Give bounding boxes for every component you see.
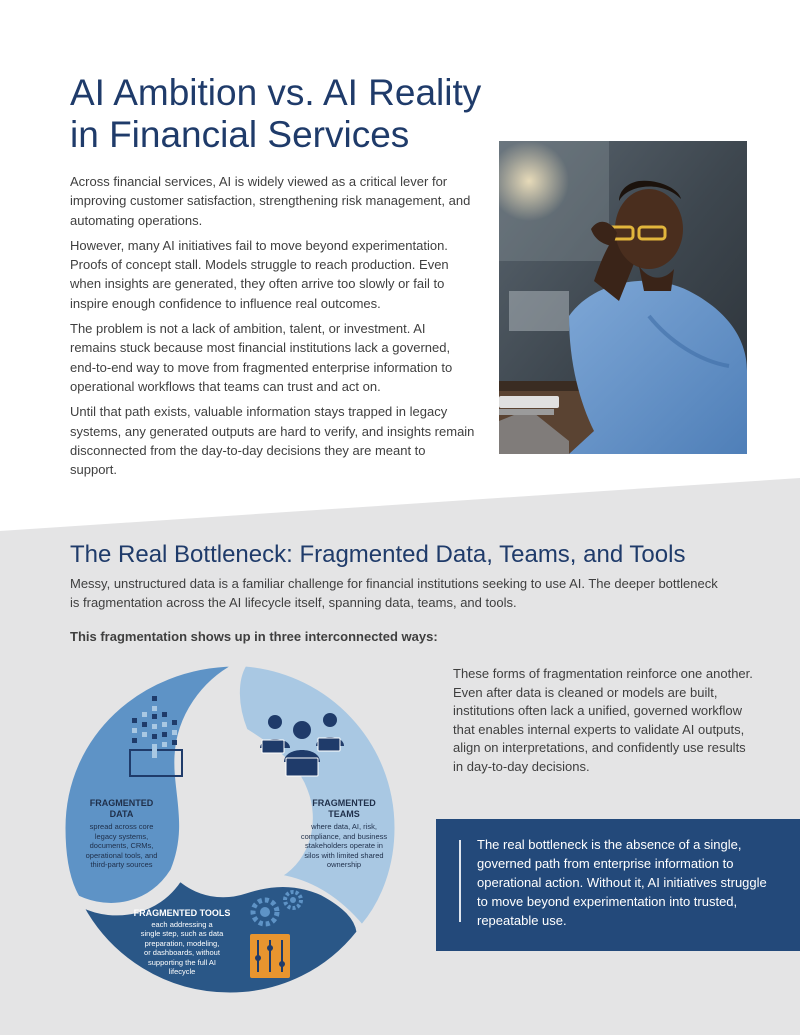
tools-desc-line-4: or dashboards, without: [144, 948, 220, 957]
section-lead: This fragmentation shows up in three interconnected ways:: [70, 629, 438, 644]
tools-desc-line-2: single step, such as data: [140, 929, 224, 938]
data-title-line-2: DATA: [109, 808, 134, 819]
teams-title: [286, 798, 402, 819]
callout-box: [436, 819, 800, 951]
data-desc-line-1: spread across core: [89, 822, 154, 831]
tools-segment-label: [122, 908, 242, 977]
teams-segment-label: [286, 798, 402, 870]
intro-paragraph-1: Across financial services, AI is widely viewed as a critical lever for improving customer satisfaction, strengthening risk management, and automating operations.: [70, 174, 471, 228]
fragmentation-diagram: [60, 660, 400, 1000]
tools-desc-line-1: each addressing a: [151, 919, 213, 929]
data-title: [74, 798, 169, 819]
intro-paragraph-4: Until that path exists, valuable information stays trapped in legacy systems, any generated outputs are hard to verify, and insights remain disconnected from the day-to-day decisions they are meant to support.: [70, 404, 475, 478]
teams-desc-line-1: where data, AI, risk,: [311, 822, 377, 831]
data-desc-line-5: third-party sources: [90, 860, 153, 869]
title-line-2: in Financial Services: [70, 114, 410, 155]
intro-text: [70, 172, 475, 485]
data-desc-line-2: legacy systems,: [94, 831, 149, 841]
teams-description: [286, 822, 402, 870]
data-description: [74, 822, 169, 870]
tools-desc-line-6: lifecycle: [168, 967, 196, 976]
intro-paragraph-2: However, many AI initiatives fail to move beyond experimentation. Proofs of concept stall. Models struggle to reach production. Even when insights are generated, they often arrive too slowly or fail to inspire enough confidence to influence real outcomes.: [70, 237, 449, 311]
intro-paragraph-3: The problem is not a lack of ambition, talent, or investment. AI remains stuck because most financial institutions lack a governed, end-to-end way to move from fragmented enterprise information to operational workflows that teams can trust and act on.: [70, 321, 453, 394]
teams-desc-line-2: compliance, and business: [300, 831, 388, 841]
data-desc-line-4: operational tools, and: [85, 850, 158, 860]
stressed-man-photo: [499, 141, 747, 454]
section-subheading: Messy, unstructured data is a familiar challenge for financial institutions seeking to use AI. The deeper bottleneck is fragmentation across the AI lifecycle itself, spanning data, teams, and tools.: [70, 576, 718, 610]
tools-desc-line-3: preparation, modeling,: [144, 938, 220, 948]
teams-title-line-1: FRAGMENTED: [312, 798, 376, 808]
data-desc-line-3: documents, CRMs,: [89, 841, 154, 850]
data-segment-label: [74, 798, 169, 870]
callout-accent-bar: [459, 840, 461, 922]
tools-desc-line-5: supporting the full AI: [148, 957, 216, 967]
page-title: [70, 72, 510, 156]
tools-title: FRAGMENTED TOOLS: [133, 908, 231, 918]
teams-desc-line-4: silos with limited shared: [304, 850, 384, 860]
teams-desc-line-5: ownership: [326, 860, 362, 869]
fragmentation-explanation: These forms of fragmentation reinforce one another. Even after data is cleaned or models are built, institutions often lack a unified, governed workflow that enables internal experts to validate AI outputs, align on interpretations, and confidently use results in day-to-day decisions.: [453, 666, 753, 774]
teams-desc-line-3: stakeholders operate in: [305, 841, 383, 850]
donut-hole: [182, 778, 286, 882]
teams-title-line-2: TEAMS: [328, 808, 360, 819]
callout-text: The real bottleneck is the absence of a single, governed path from enterprise information to operational action. Without it, AI initiatives struggle to move beyond experimentation into trusted, repeatable use.: [477, 837, 767, 928]
title-line-1: AI Ambition vs. AI Reality: [70, 72, 482, 113]
data-title-line-1: FRAGMENTED: [89, 798, 154, 808]
section-heading: The Real Bottleneck: Fragmented Data, Teams, and Tools: [70, 541, 686, 568]
tools-description: [122, 920, 242, 977]
